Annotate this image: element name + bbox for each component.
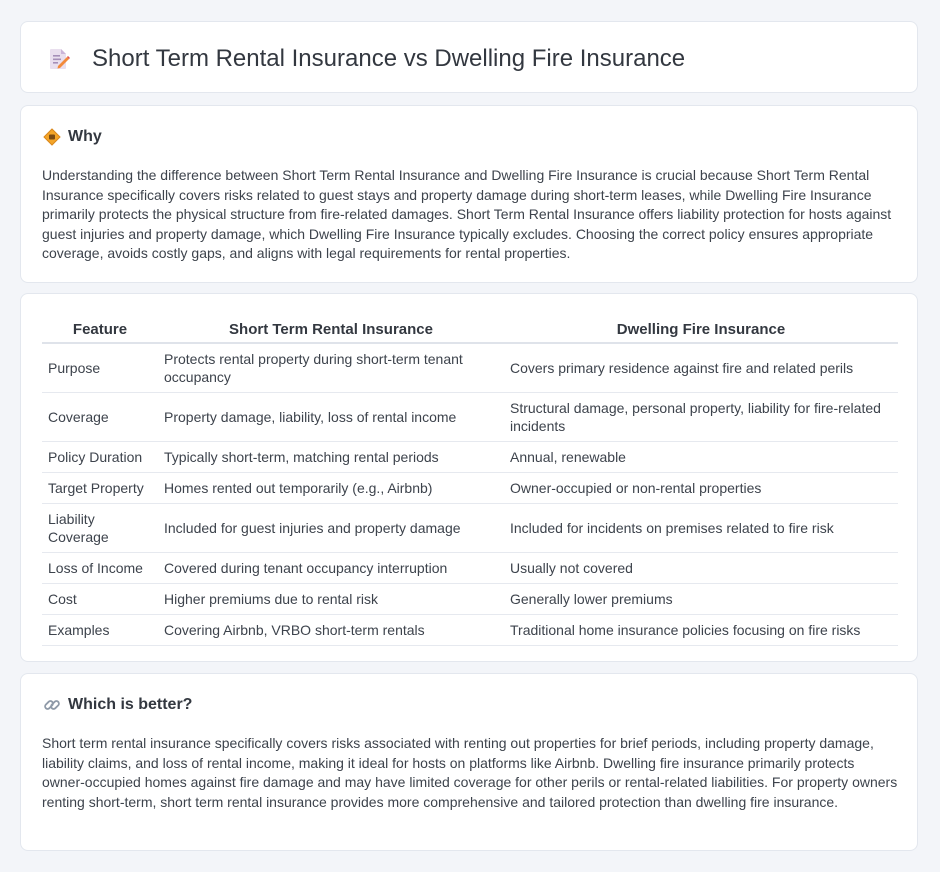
why-heading: Why (68, 128, 102, 145)
why-section (20, 105, 918, 283)
which-is-better-header (43, 696, 192, 714)
short-term-cell: Typically short-term, matching rental periods (158, 442, 504, 473)
title-card (20, 21, 918, 93)
table-row (42, 584, 898, 615)
short-term-cell: Protects rental property during short-term tenant occupancy (158, 344, 504, 393)
dwelling-fire-cell: Annual, renewable (504, 442, 898, 473)
dwelling-fire-cell: Covers primary residence against fire and related perils (504, 344, 898, 393)
comparison-card (20, 293, 918, 662)
feature-cell: Target Property (42, 473, 158, 504)
table-row (42, 393, 898, 442)
diamond-sign-icon (43, 128, 61, 146)
dwelling-fire-cell: Structural damage, personal property, liability for fire-related incidents (504, 393, 898, 442)
table-row (42, 553, 898, 584)
table-row (42, 344, 898, 393)
dwelling-fire-cell: Included for incidents on premises related to fire risk (504, 504, 898, 553)
dwelling-fire-cell: Generally lower premiums (504, 584, 898, 615)
short-term-cell: Covering Airbnb, VRBO short-term rentals (158, 615, 504, 646)
short-term-cell: Covered during tenant occupancy interruption (158, 553, 504, 584)
header-short-term-rental: Short Term Rental Insurance (158, 314, 504, 344)
feature-cell: Loss of Income (42, 553, 158, 584)
why-text: Understanding the difference between Short Term Rental Insurance and Dwelling Fire Insurance is crucial because Short Term Rental Insurance specifically covers risks related to guest stays and property damage during short-term leases, while Dwelling Fire Insurance primarily protects the physical structure from fire-related damages. Short Term Rental Insurance offers liability protection for hosts against guest injuries and property damage, which Dwelling Fire Insurance typically excludes. Choosing the correct policy ensures appropriate coverage, avoids costly gaps, and aligns with legal requirements for rental properties. (42, 167, 892, 262)
feature-cell: Liability Coverage (42, 504, 158, 553)
header-dwelling-fire: Dwelling Fire Insurance (504, 314, 898, 344)
page-title: Short Term Rental Insurance vs Dwelling Fire Insurance (92, 45, 686, 72)
table-row (42, 442, 898, 473)
feature-cell: Coverage (42, 393, 158, 442)
feature-cell: Examples (42, 615, 158, 646)
feature-cell: Purpose (42, 344, 158, 393)
table-row (42, 473, 898, 504)
table-header-row (42, 314, 898, 344)
feature-cell: Cost (42, 584, 158, 615)
link-icon (43, 696, 61, 714)
dwelling-fire-cell: Owner-occupied or non-rental properties (504, 473, 898, 504)
header-feature: Feature (42, 314, 158, 344)
short-term-cell: Homes rented out temporarily (e.g., Airbnb) (158, 473, 504, 504)
dwelling-fire-cell: Usually not covered (504, 553, 898, 584)
short-term-cell: Higher premiums due to rental risk (158, 584, 504, 615)
table-row (42, 615, 898, 646)
feature-cell: Policy Duration (42, 442, 158, 473)
short-term-cell: Included for guest injuries and property damage (158, 504, 504, 553)
document-edit-icon (47, 47, 71, 71)
dwelling-fire-cell: Traditional home insurance policies focusing on fire risks (504, 615, 898, 646)
short-term-cell: Property damage, liability, loss of rental income (158, 393, 504, 442)
which-is-better-heading: Which is better? (68, 696, 193, 713)
comparison-table (42, 314, 898, 646)
which-is-better-section (20, 673, 918, 851)
why-header (43, 128, 102, 146)
table-row (42, 504, 898, 553)
which-is-better-text: Short term rental insurance specifically covers risks associated with renting out properties for brief periods, including property damage, liability claims, and loss of rental income, making it ideal for hosts on platforms like Airbnb. Dwelling fire insurance primarily protects owner-occupied homes against fire damage and may have limited coverage for other perils or rental-related liabilities. For property owners renting short-term, short term rental insurance provides more comprehensive and tailored protection than dwelling fire insurance. (42, 735, 898, 810)
